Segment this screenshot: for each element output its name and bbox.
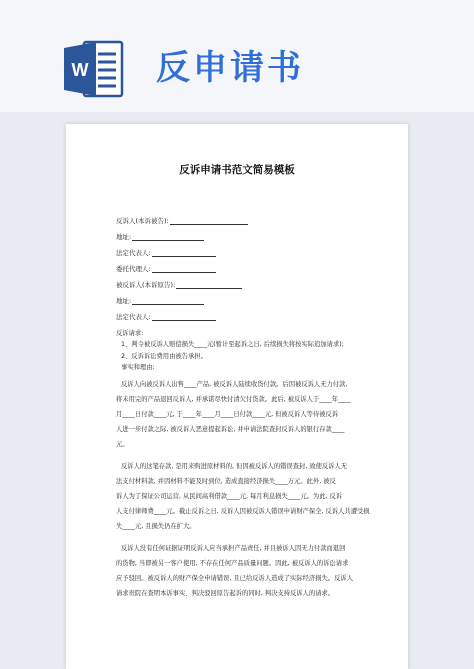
field-counter-respondent: [116, 280, 242, 289]
field-label: 地址:: [116, 233, 132, 241]
request-2: 2、反诉诉讼费用由被告承担。: [121, 353, 207, 360]
document-title: 反诉申请书范文简易模板: [179, 164, 295, 176]
paragraph-line: 人支付律师费____元。截止反诉之日, 反诉人因被反诉人错误申请财产保全, 反诉人共遭受损: [116, 508, 370, 515]
paragraph-line: 反诉人的这笔存款, 是用来购进原材料的, 但因被反诉人的错误查封, 致使反诉人无: [121, 463, 348, 470]
word-icon-letter: W: [71, 60, 89, 80]
header-banner: [0, 0, 474, 112]
blank-line: [132, 297, 204, 305]
field-label: 法定代表人:: [116, 313, 151, 321]
field-label: 被反诉人(本诉原告):: [116, 281, 176, 289]
document-page: [66, 124, 408, 669]
banner-title: 反申请书: [156, 48, 304, 88]
blank-line: [132, 233, 204, 241]
field-legal-rep: [116, 248, 216, 257]
blank-line: [170, 217, 248, 225]
paragraph-line: 将未用完的产品退回反诉人, 并承诺尽快付清欠付货款。此后, 被反诉人于____年____: [116, 396, 351, 403]
blank-line: [152, 249, 216, 257]
field-label: 反诉人(本诉被告):: [116, 217, 169, 225]
paragraph-line: 反诉人没有任何证据证明反诉人应当承担产品责任, 并且被诉人因无力付款而退回: [121, 545, 346, 552]
request-1: 1、判令被反诉人赔偿损失____元(暂计至起诉之日, 后续损失将按实际追加请求);: [121, 341, 344, 348]
facts-heading: 事实和理由:: [121, 364, 155, 371]
blank-line: [152, 265, 216, 273]
field-respondent: [116, 216, 248, 225]
paragraph-line: 反诉人向被反诉人出售____产品, 被反诉人陆续收货付款。后因被反诉人无力付款,: [121, 381, 348, 388]
field-label: 委托代理人:: [116, 265, 151, 273]
paragraph-line: 应予驳回。被反诉人的财产保全申请错误, 且已给反诉人造成了实际经济损失。反诉人: [116, 575, 353, 582]
field-label: 地址:: [116, 297, 132, 305]
field-agent: [116, 264, 216, 273]
blank-line: [152, 313, 216, 321]
requests-heading: 反诉请求:: [116, 330, 144, 337]
paragraph-line: 月____日付款____元, 于____年____月____日付款____元, 但被反诉人等待被反诉: [116, 411, 339, 418]
paragraph-line: 失____元, 且损失仍在扩大。: [116, 523, 196, 530]
paragraph-line: 元。: [116, 441, 129, 448]
blank-line: [176, 281, 242, 289]
field-address-2: [116, 296, 204, 305]
paragraph-line: 请求贵院在查明本诉事实、判决驳回原告起诉的同时, 判决支持反诉人的请求。: [116, 590, 335, 597]
field-legal-rep-2: [116, 312, 216, 321]
paragraph-line: 人进一步付款之际, 被反诉人恶意提起诉讼, 并申请法院查封反诉人的银行存款____: [116, 426, 345, 433]
paragraph-line: 的货物, 当即被另一客户使用, 不存在任何产品质量问题。因此, 被反诉人的诉讼请求: [116, 560, 349, 567]
field-address: [116, 232, 204, 241]
word-document-icon: [62, 38, 124, 100]
field-label: 法定代表人:: [116, 249, 151, 257]
paragraph-line: 法支付材料款, 并因材料不能及时到位, 造成直接经济损失____万元。此外, 被反: [116, 478, 336, 485]
paragraph-line: 诉人为了保证公司运营, 从民间高利借款____元, 每月利息损失____元。为此, 反诉: [116, 493, 343, 500]
